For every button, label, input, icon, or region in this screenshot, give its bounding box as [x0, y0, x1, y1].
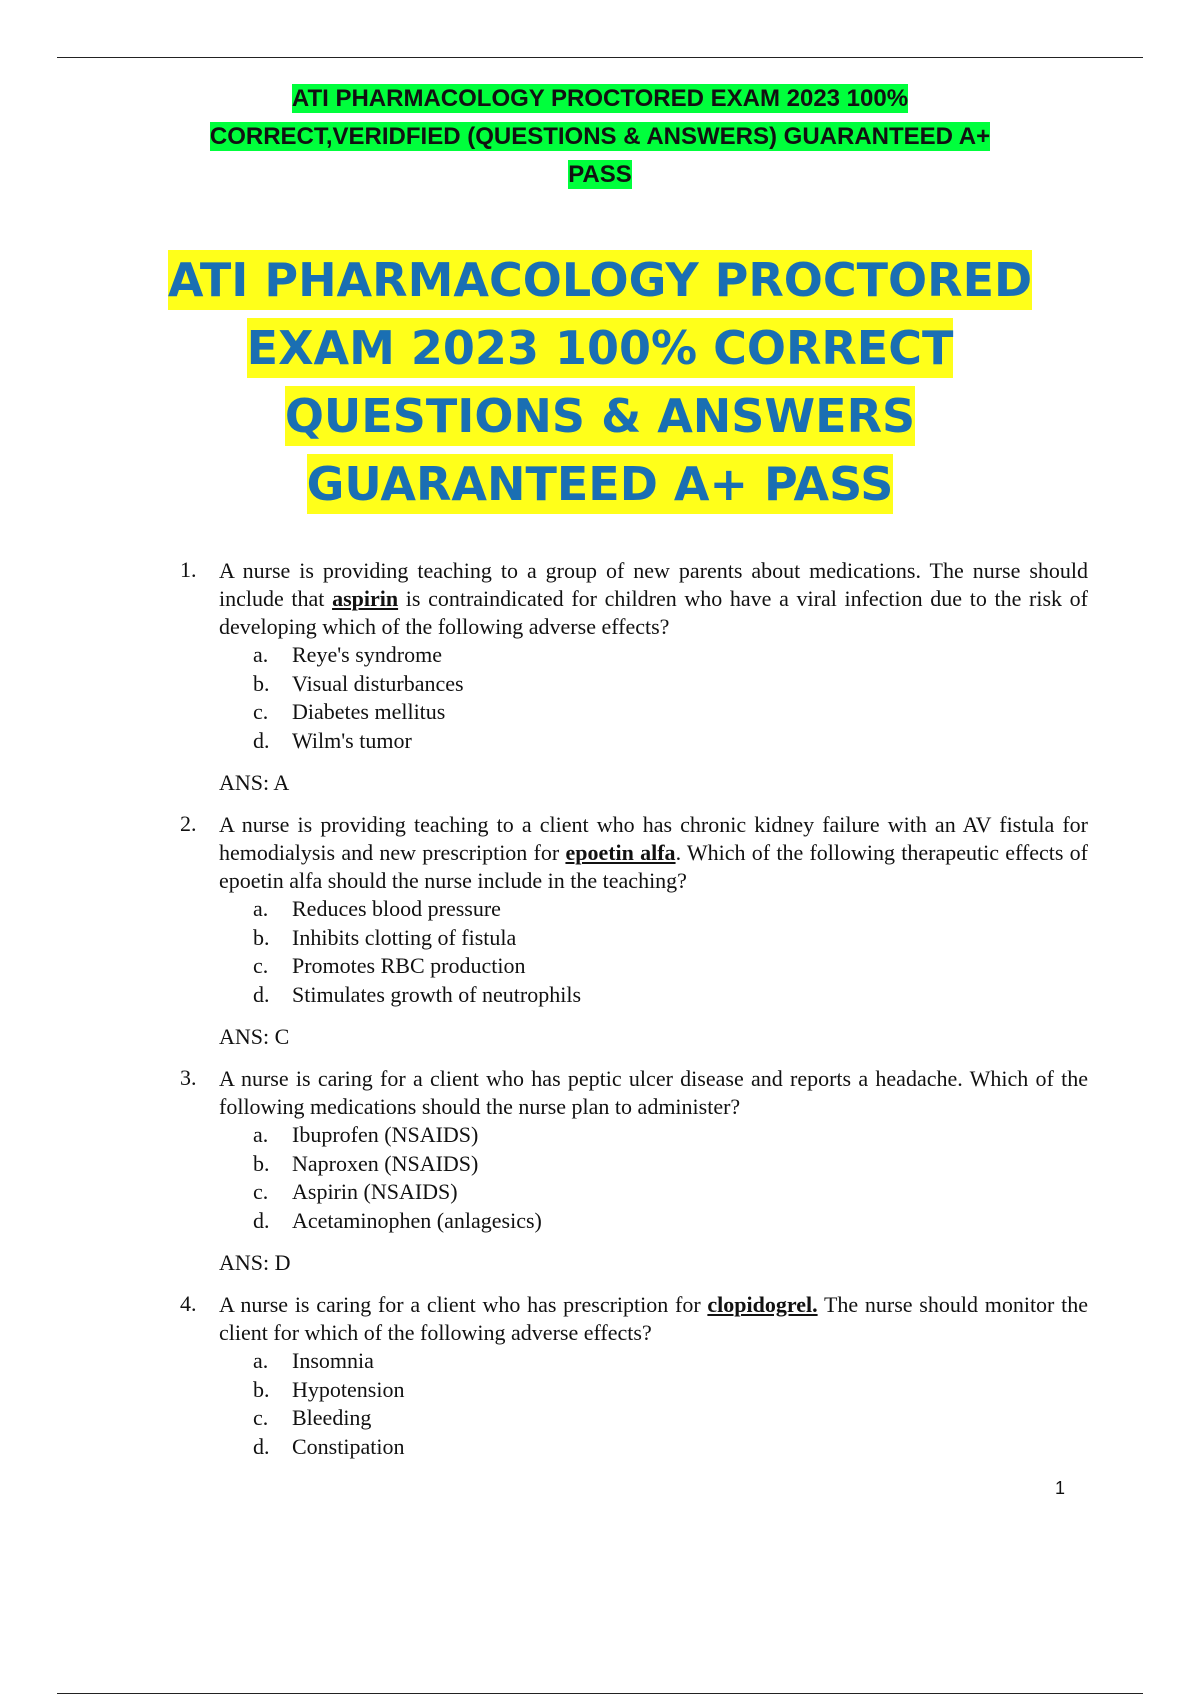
option-c: c. Diabetes mellitus: [253, 699, 446, 724]
option-b: b. Inhibits clotting of fistula: [253, 924, 517, 950]
option-c: c. Promotes RBC production: [253, 953, 526, 978]
option-c: c. Aspirin (NSAIDS): [253, 1179, 458, 1204]
page-number: 1: [1055, 1478, 1066, 1498]
question-stem: A nurse is providing teaching to a group of new parents about medications. The nurse should include that aspirin is contraindicated for children who have a viral infection due to the risk of developing which of the following adverse effects?: [219, 558, 1089, 639]
question-number: 1.: [180, 557, 197, 582]
title-line: GUARANTEED A+ PASS: [307, 454, 894, 514]
option-a: a. Ibuprofen (NSAIDS): [253, 1122, 479, 1147]
question-number: 3.: [180, 1065, 197, 1090]
question-list: [180, 557, 1088, 1475]
option-b: b. Visual disturbances: [253, 670, 464, 696]
question-stem: A nurse is caring for a client who has prescription for clopidogrel. The nurse should monitor the client for which of the following adverse effects?: [219, 1292, 1089, 1345]
question-4: [180, 1291, 1088, 1461]
header-line: PASS: [568, 161, 632, 188]
question-2: [180, 811, 1088, 1051]
document-title: [130, 246, 1070, 518]
header-line: ATI PHARMACOLOGY PROCTORED EXAM 2023 100%: [291, 85, 909, 112]
question-stem: A nurse is providing teaching to a client who has chronic kidney failure with an AV fistula for hemodialysis and new prescription for epoetin alfa. Which of the following therapeutic effects of epoetin alfa should the nurse include in the teaching?: [219, 812, 1088, 893]
option-a: a. Reduces blood pressure: [253, 896, 501, 921]
top-rule: [57, 57, 1143, 58]
drug-keyword: epoetin alfa: [565, 840, 676, 865]
option-b: b. Hypotension: [253, 1376, 405, 1402]
option-d: d. Constipation: [253, 1433, 405, 1459]
option-a: a. Reye's syndrome: [253, 642, 442, 667]
title-line: EXAM 2023 100% CORRECT: [247, 318, 954, 378]
option-d: d. Acetaminophen (anlagesics): [253, 1207, 542, 1233]
question-number: 2.: [180, 811, 197, 836]
question-number: 4.: [180, 1291, 197, 1316]
option-d: d. Stimulates growth of neutrophils: [253, 981, 582, 1007]
option-d: d. Wilm's tumor: [253, 727, 412, 753]
question-1: [180, 557, 1088, 797]
answer-key: ANS: A: [219, 770, 290, 795]
option-a: a. Insomnia: [253, 1348, 374, 1373]
answer-key: ANS: D: [219, 1250, 291, 1275]
answer-options: [253, 1121, 1088, 1235]
drug-keyword: aspirin: [332, 586, 399, 611]
option-c: c. Bleeding: [253, 1405, 372, 1430]
bottom-rule: [57, 1693, 1143, 1694]
question-stem: A nurse is caring for a client who has peptic ulcer disease and reports a headache. Which of the following medications should the nurse plan to administer?: [219, 1066, 1088, 1119]
drug-keyword: clopidogrel.: [707, 1292, 818, 1317]
question-3: [180, 1065, 1088, 1277]
answer-options: [253, 895, 1088, 1009]
title-line: QUESTIONS & ANSWERS: [285, 386, 915, 446]
document-header: [150, 80, 1050, 194]
header-line: CORRECT,VERIDFIED (QUESTIONS & ANSWERS) GUARANTEED A+: [209, 123, 991, 150]
answer-options: [253, 1347, 1088, 1461]
answer-key: ANS: C: [219, 1024, 290, 1049]
title-line: ATI PHARMACOLOGY PROCTORED: [168, 250, 1032, 310]
option-b: b. Naproxen (NSAIDS): [253, 1150, 479, 1176]
answer-options: [253, 641, 1088, 755]
